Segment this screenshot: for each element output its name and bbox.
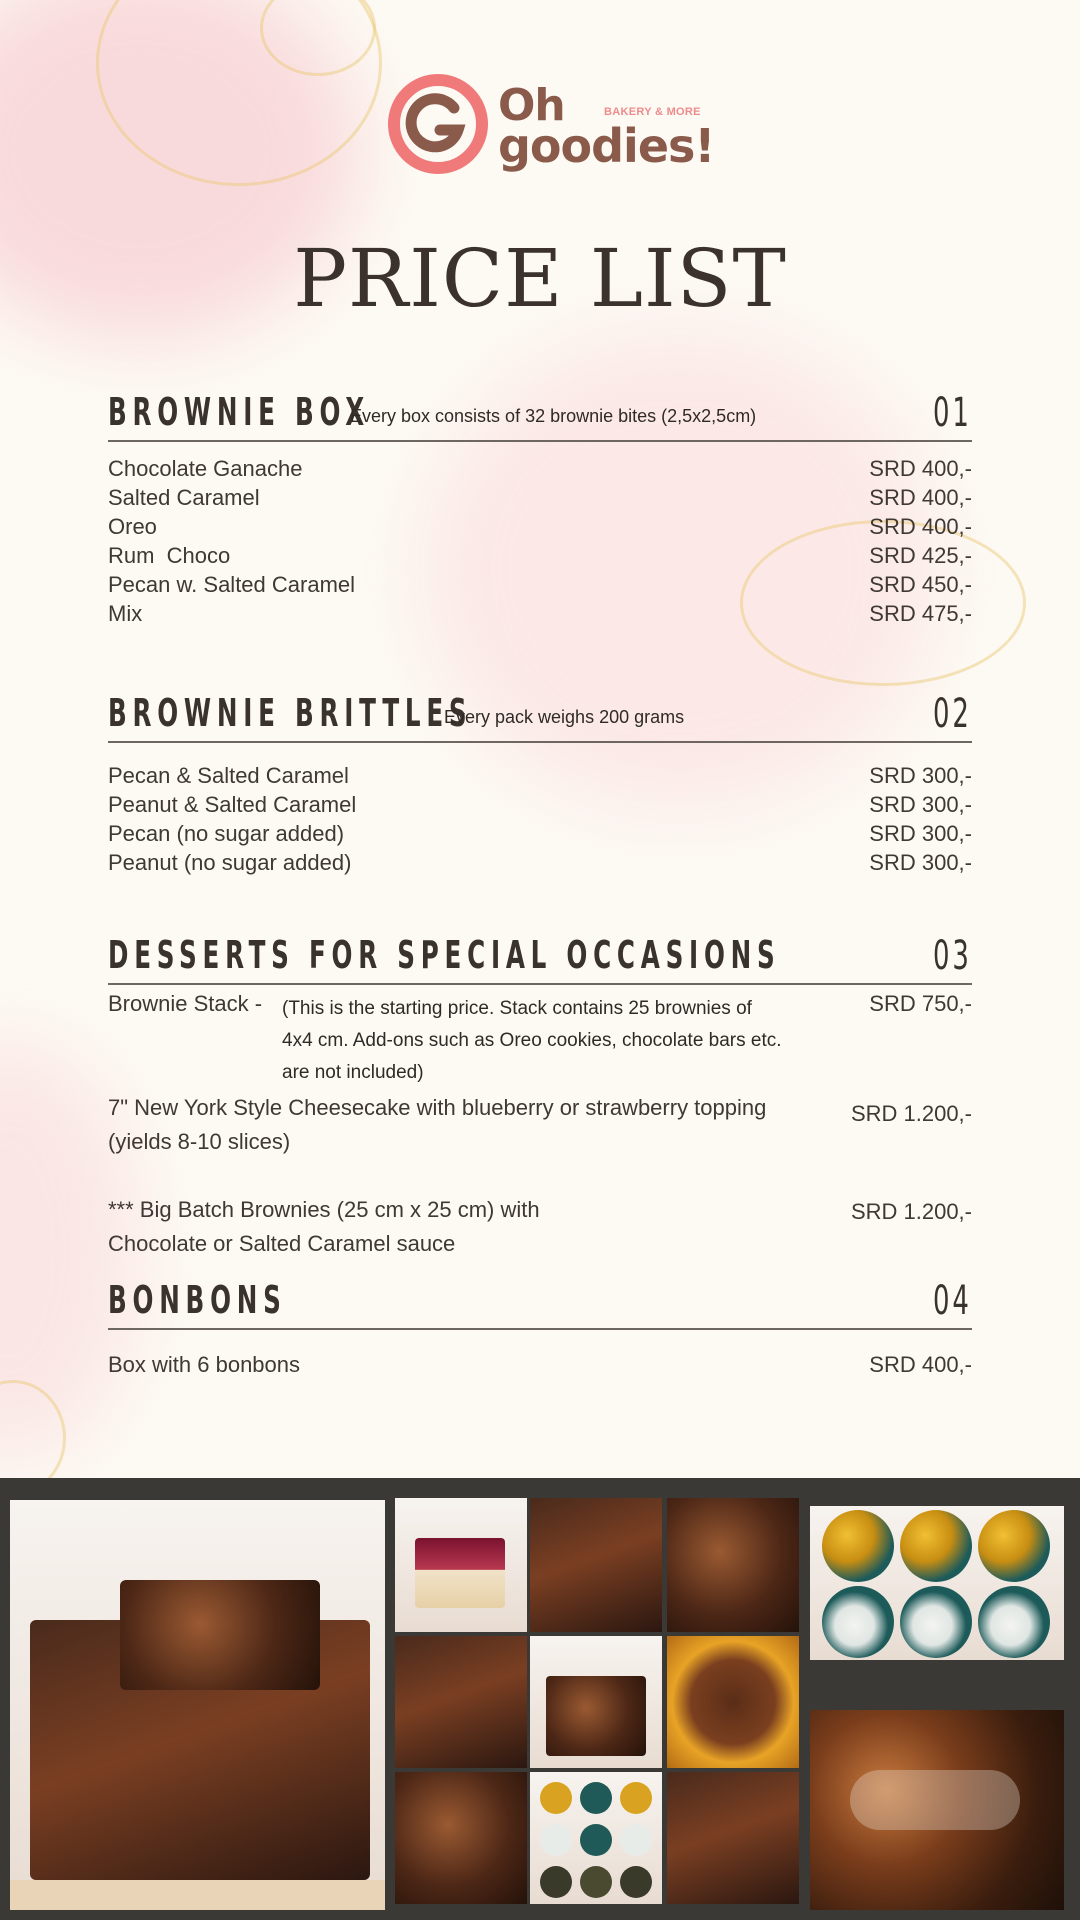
section-brownie-brittles bbox=[108, 687, 972, 879]
item-name: Pecan (no sugar added) bbox=[108, 821, 345, 846]
item-price: SRD 425,- bbox=[869, 543, 972, 568]
brand-logo bbox=[388, 74, 715, 178]
section-title: BONBONS bbox=[108, 1278, 287, 1322]
bonbon bbox=[822, 1510, 894, 1582]
section-title: BROWNIE BOX bbox=[108, 390, 370, 434]
brownie-sauce-photo bbox=[530, 1636, 662, 1768]
item-price: SRD 400,- bbox=[869, 485, 972, 510]
list-item bbox=[108, 1193, 972, 1269]
bonbon bbox=[580, 1824, 612, 1856]
item-name: Peanut & Salted Caramel bbox=[108, 792, 357, 817]
bonbon bbox=[620, 1824, 652, 1856]
photo-collage bbox=[0, 1478, 1080, 1920]
list-item bbox=[108, 572, 972, 601]
list-item bbox=[108, 821, 972, 850]
item-price: SRD 300,- bbox=[869, 792, 972, 817]
brownie-piece bbox=[546, 1676, 646, 1756]
bonbon bbox=[540, 1782, 572, 1814]
item-name: Pecan w. Salted Caramel bbox=[108, 572, 356, 597]
bonbon bbox=[540, 1824, 572, 1856]
bonbons-photo bbox=[810, 1506, 1064, 1660]
section-number: 03 bbox=[933, 933, 972, 979]
bonbon bbox=[900, 1586, 972, 1658]
brand-tagline: BAKERY & MORE bbox=[604, 106, 701, 118]
section-number: 01 bbox=[933, 390, 972, 436]
item-price: SRD 475,- bbox=[869, 601, 972, 626]
item-price: SRD 450,- bbox=[869, 572, 972, 597]
list-item bbox=[108, 514, 972, 543]
brownie-top bbox=[120, 1580, 320, 1690]
bonbon bbox=[620, 1782, 652, 1814]
item-price: SRD 750,- bbox=[869, 991, 972, 1016]
section-brownie-box bbox=[108, 386, 972, 630]
item-price: SRD 1.200,- bbox=[850, 1101, 972, 1126]
bonbon bbox=[978, 1510, 1050, 1582]
brownie-box-photo bbox=[395, 1636, 527, 1768]
item-detail: (This is the starting price. Stack contains 25 brownies of 4x4 cm. Add-ons such as Oreo cookies, chocolate bars etc. are not included) bbox=[282, 998, 782, 1083]
item-name: Chocolate Ganache bbox=[108, 456, 303, 481]
bonbon bbox=[978, 1586, 1050, 1658]
list-item bbox=[108, 601, 972, 630]
section-title: DESSERTS FOR SPECIAL OCCASIONS bbox=[108, 933, 781, 977]
list-item bbox=[108, 991, 972, 1101]
item-price: SRD 400,- bbox=[869, 1352, 972, 1377]
logo-mark-icon bbox=[388, 74, 488, 174]
item-list bbox=[108, 1352, 972, 1381]
bonbon-box-photo bbox=[530, 1772, 662, 1904]
section-title: BROWNIE BRITTLES bbox=[108, 691, 473, 735]
brownie-bites-photo bbox=[810, 1710, 1064, 1910]
item-name: *** Big Batch Brownies (25 cm x 25 cm) with Chocolate or Salted Caramel sauce bbox=[108, 1197, 540, 1256]
item-price: SRD 300,- bbox=[869, 763, 972, 788]
gold-ring-top-small bbox=[260, 0, 376, 76]
section-header bbox=[108, 687, 972, 743]
cheesecake-photo bbox=[395, 1498, 527, 1632]
bonbon bbox=[580, 1782, 612, 1814]
section-bonbons bbox=[108, 1274, 972, 1381]
table-surface bbox=[10, 1880, 385, 1910]
truffles-photo bbox=[395, 1772, 527, 1904]
brownie-brittle-photo bbox=[667, 1772, 799, 1904]
section-header bbox=[108, 929, 972, 985]
gold-ring-top bbox=[96, 0, 382, 186]
item-price: SRD 300,- bbox=[869, 850, 972, 875]
bonbon bbox=[900, 1510, 972, 1582]
brittle-box-photo bbox=[667, 1498, 799, 1632]
list-item bbox=[108, 763, 972, 792]
list-item bbox=[108, 850, 972, 879]
list-item bbox=[108, 485, 972, 514]
item-name: Peanut (no sugar added) bbox=[108, 850, 352, 875]
page-title: PRICE LIST bbox=[293, 232, 787, 325]
item-name: Brownie Stack - bbox=[108, 991, 263, 1016]
item-price: SRD 400,- bbox=[869, 456, 972, 481]
list-item bbox=[108, 1091, 972, 1167]
item-name: Oreo bbox=[108, 514, 157, 539]
list-item bbox=[108, 543, 972, 572]
item-name: Box with 6 bonbons bbox=[108, 1352, 301, 1377]
item-list bbox=[108, 763, 972, 879]
brand-wordmark bbox=[498, 80, 715, 173]
section-header bbox=[108, 386, 972, 442]
cheesecake-slice bbox=[415, 1538, 505, 1608]
item-price: SRD 400,- bbox=[869, 514, 972, 539]
section-note: Every pack weighs 200 grams bbox=[444, 707, 685, 727]
item-name: Mix bbox=[108, 601, 143, 626]
item-list bbox=[108, 456, 972, 630]
list-item bbox=[108, 456, 972, 485]
brand-name-line1: Oh bbox=[498, 80, 565, 131]
bonbon bbox=[620, 1866, 652, 1898]
item-name: Rum Choco bbox=[108, 543, 231, 568]
section-number: 04 bbox=[933, 1278, 972, 1324]
brownie-tower-photo bbox=[530, 1498, 662, 1632]
item-price: SRD 300,- bbox=[869, 821, 972, 846]
item-price: SRD 1.200,- bbox=[850, 1199, 972, 1224]
brownie-stack-photo bbox=[10, 1500, 385, 1910]
section-note: Every box consists of 32 brownie bites (2,5x2,5cm) bbox=[350, 406, 757, 426]
brand-name-line2: goodies! bbox=[498, 119, 715, 173]
section-number: 02 bbox=[933, 691, 972, 737]
section-header bbox=[108, 1274, 972, 1330]
bonbon bbox=[580, 1866, 612, 1898]
sauce-drizzle bbox=[850, 1770, 1020, 1830]
section-special-occasions bbox=[108, 929, 972, 1259]
bonbon bbox=[822, 1586, 894, 1658]
bonbon bbox=[540, 1866, 572, 1898]
item-name: 7" New York Style Cheesecake with blueberry or strawberry topping (yields 8-10 slices) bbox=[108, 1095, 767, 1154]
brownie-bowl-photo bbox=[667, 1636, 799, 1768]
list-item bbox=[108, 1352, 972, 1381]
list-item bbox=[108, 792, 972, 821]
item-name: Salted Caramel bbox=[108, 485, 260, 510]
item-name: Pecan & Salted Caramel bbox=[108, 763, 349, 788]
